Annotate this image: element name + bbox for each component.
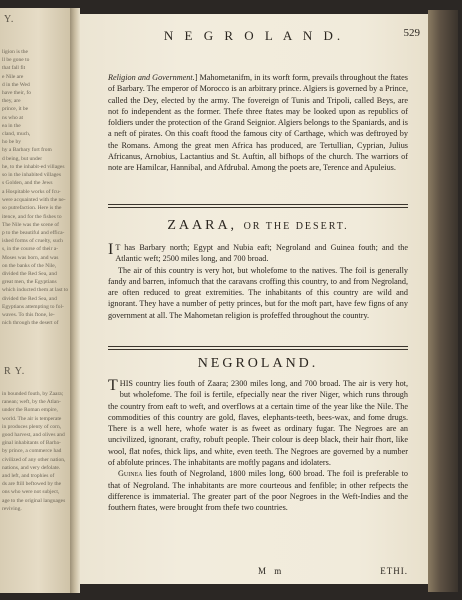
left-page-line: prince, it be [2, 106, 29, 113]
left-page-line: reviving. [2, 505, 22, 512]
negroland-heading: NEGROLAND. [197, 356, 319, 371]
left-page-line: so in the inhabited villages [2, 172, 61, 179]
left-page-line: in bounded fouth, by Zaara; [2, 391, 64, 397]
left-page-line: ea in the [2, 122, 21, 129]
left-page-line: good harvest, and olives and [2, 432, 65, 439]
left-page-line: hy a Barbary fort from [2, 147, 52, 154]
zaara-section [108, 242, 408, 321]
left-text-middle [2, 188, 68, 327]
negroland-paragraph-1: HIS country lies fouth of Zaara; 2300 miles long, and 700 broad. The air is very hot, but wholefome. The foil is fertile, efpecially near the river Niger, which runs through the country from eaft to weft, and overflows at a certain time of the year like the Nile. The commodities of this country are gold, flaves, elephants-teeth, bees-wax, and fome drugs. There is a well here, whofe water is as fweet as ordinary fugar. The Negroes are an uncivilized, ignorant, crafty, robuft people. Their colour is deep black, their hair fhort, like wool, flat nofes, thick lips, and white, even teeth. The Negroes are governed by a number of abfolute princes. The inhabitants are moftly pagans and idolaters. [108, 379, 408, 468]
left-page-line: cland, much, [2, 131, 31, 138]
left-page-line: age to the original languages [2, 497, 66, 504]
zaara-paragraph-1: T has Barbary north; Egypt and Nubia eaft; Negroland and Guinea fouth; and the Atlantic weft; 2500 miles long, and 700 broad. [115, 243, 408, 264]
left-page-line: Egyptians attempting to fol- [2, 303, 64, 310]
page-number: 529 [403, 27, 420, 39]
left-page-line: d being, but under [2, 155, 43, 162]
left-page-line: ons who were not subject, [2, 489, 60, 496]
zaara-dropcap: I [108, 241, 114, 258]
left-page-line: s, in the course of their a- [2, 246, 59, 253]
left-page-line: on the banks of the Nile, [2, 262, 57, 269]
religion-section [108, 72, 408, 174]
page-footer [108, 566, 408, 578]
negroland-section [108, 378, 408, 514]
left-page-line: and left, and trophies of [2, 473, 55, 480]
left-page-line: nations, and very defolate. [2, 464, 61, 471]
book-gutter [70, 8, 80, 593]
left-text-top [2, 48, 68, 187]
left-page-line: ligion is the [2, 49, 28, 55]
left-page-line: ns who at [2, 114, 24, 121]
left-page-line: that fall fit [2, 65, 26, 72]
left-page-line: ginal inhabitants of Barba- [2, 440, 61, 447]
zaara-subtitle: OR THE DESERT. [243, 221, 349, 232]
left-page-line: he, to the inhabit-ed villages [2, 163, 65, 170]
left-running-head: Y. [4, 14, 15, 25]
left-page-line: in produces plenty of corn, [2, 423, 62, 430]
left-page-line: have their, fo [2, 90, 31, 97]
left-page-line: so putrefaction. Here is the [2, 205, 62, 212]
religion-paragraph: ] Mahometanifm, in its worft form, prevails throughout the ftates of Barbary. The emperor of Morocco is an arbitrary prince. Algiers is governed by a Prince, called the Dey, elected by the army. The fovereign of Tunis and Tripoli, called Beys, are not fo independent as the former. Thefe three ftates may be looked upon as republics of foldiers under the protection of the Grand Seignior. Algiers belongs to the Spaniards, and is a neft of pirates. On this coaft ftood the famous city of Carthage, which was deftroyed by the Romans. Among the great men Africa has produced, are Tertullian, Cyprian, Julius Africanus, Arnobius, Lactantius and St. Auftin, all bifhops of the church. The warriors of note are Hamilcar, Hannibal, and Afdrubal. Among the poets are, Terence and Apuleius. [108, 73, 408, 173]
section-rule [108, 346, 408, 350]
left-page-line: which inducted them at last to [2, 287, 69, 294]
negroland-dropcap: T [108, 377, 118, 394]
left-page-line: civilized of any other nation, [2, 456, 66, 463]
left-page-line: nich through the desert of [2, 320, 59, 327]
left-page-line: a Hospitable works of fcu- [2, 189, 61, 195]
signature-mark: M m [258, 566, 285, 576]
guinea-lead: Guinea [118, 469, 143, 479]
left-page-line: e Nile are [2, 73, 24, 80]
section-rule [108, 204, 408, 208]
left-page-line: great men, the Egyptians [2, 279, 57, 286]
left-page-line: world. The air is temperate [2, 415, 62, 422]
left-page-line: ll be gone to [2, 57, 30, 64]
left-page-line: divided the Red Sea, and [2, 271, 57, 278]
zaara-heading [108, 218, 408, 234]
running-head: N E G R O L A N D. [163, 28, 345, 43]
left-page-line: were acquainted with the ne- [2, 197, 66, 204]
religion-label: Religion and Government. [108, 73, 195, 82]
left-page-line: ds are ftill beftowed by the [2, 481, 62, 488]
left-page-line: s Golden, and the Jews [2, 180, 53, 187]
negroland-paragraph-2: lies fouth of Negroland, 1800 miles long, 600 broad. The foil is preferable to that of Negroland. The inhabitants are more courteous and fenfible; in other refpects the difference is immaterial. The greater part of the poor Negroes in the Weft-Indies and the fouthern ftates, were brought from thefe two countries. [108, 469, 408, 513]
right-page [80, 14, 428, 584]
left-page-line: itence, and for the fishes to [2, 213, 62, 220]
zaara-title: ZAARA, [167, 218, 238, 233]
catchword: ETHI. [380, 566, 408, 576]
left-page-line: d in the Wed [2, 81, 30, 88]
left-page-line: they, are [2, 98, 21, 105]
left-page-line: waves. To this ftone, le- [2, 312, 55, 319]
left-section-head: R Y. [4, 366, 26, 377]
left-page-line: by prince, a commerce had [2, 448, 62, 455]
left-page-line: Moses was born, and was [2, 254, 59, 261]
left-page-line: under the Roman empire, [2, 407, 58, 414]
book-edge [428, 10, 458, 592]
left-page-line: ho be by [2, 139, 21, 146]
left-page-line: divided the Red Sea, and [2, 295, 57, 302]
left-page-line: ranean; weft, by the Atlan- [2, 399, 61, 406]
left-text-bottom [2, 390, 68, 513]
zaara-paragraph-2: The air of this country is very hot, but wholefome to the natives. The foil is generally fandy and barren, infomuch that the caravans croffing this country, to and from Negroland, are often reduced to great extremities. The inhabitants of this country are wild and ignorant. They have a number of petty princes, but for the moft part, have few figns of any government at all. The Mahometan religion is profeffed throughout the country. [108, 265, 408, 320]
left-page-line: ished forms of cruelty, such [2, 238, 63, 245]
left-page-line: The Nile was the scene of [2, 221, 59, 228]
left-page-line: p to the beautiful and effica- [2, 230, 65, 237]
left-page [0, 8, 70, 593]
